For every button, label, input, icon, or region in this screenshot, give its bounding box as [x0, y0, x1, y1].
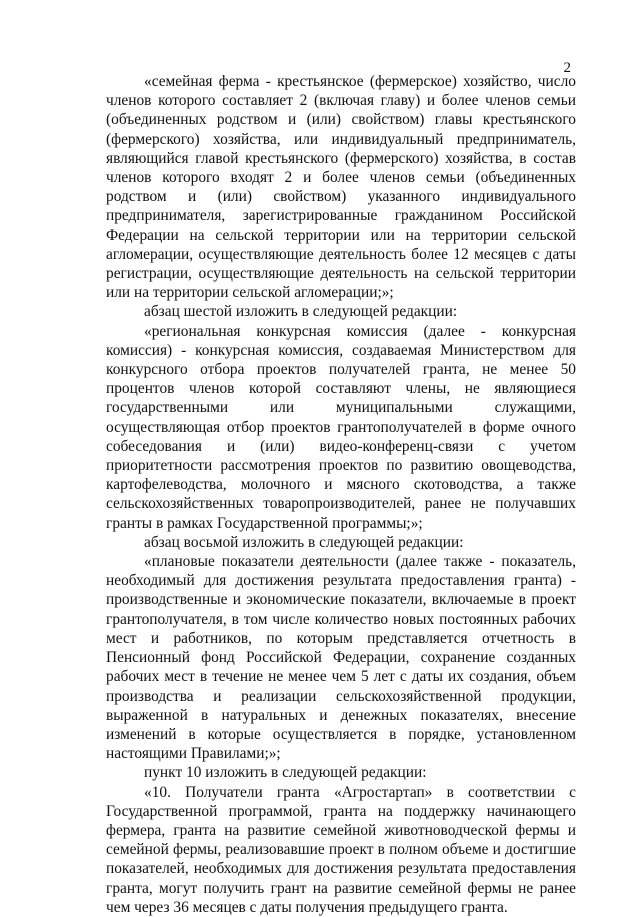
paragraph-commission-definition: «региональная конкурсная комиссия (далее - конкурсная комиссия) - конкурсная комиссия, создаваемая Министерством для конкурсного отбора проектов получателей гранта, не менее 50 процентов членов которой составляют члены, не являющиеся государственными или муниципальными служащими, осуществляющая отбор проектов грантополучателей в форме очного собеседования и (или) видео-конференц-связи с учетом приоритетности рассмотрения проектов по развитию овощеводства, картофелеводства, молочного и мясного скотоводства, а также сельскохозяйственных товаропроизводителей, ранее не получавших гранты в рамках Государственной программы;»;: [106, 322, 576, 532]
paragraph-instruction-point-10: пункт 10 изложить в следующей редакции:: [144, 764, 427, 782]
paragraph-instruction-eighth: абзац восьмой изложить в следующей редакции:: [144, 533, 464, 551]
paragraph-planned-indicators-definition: «плановые показатели деятельности (далее также - показатель, необходимый для достижения результата предоставления гранта) - производственные и экономические показатели, включаемые в проект грантополучателя, в том числе количество новых постоянных рабочих мест и работников, по которым представляется отчетность в Пенсионный фонд Российской Федерации, сохранение созданных рабочих мест в течение не менее чем 5 лет с даты их создания, объем производства и реализации сельскохозяйственной продукции, выраженной в натуральных и денежных показателях, внесение изменений в которые осуществляется в порядке, установленном настоящими Правилами;»;: [106, 553, 576, 763]
paragraph-family-farm-definition: «семейная ферма - крестьянское (фермерское) хозяйство, число членов которого составляет 2 (включая главу) и более членов семьи (объединенных родством и (или) свойством) главы крестьянского (фермерского) хозяйства, или индивидуальный предприниматель, являющийся главой крестьянского (фермерского) хозяйства, в состав членов которого входят 2 и более членов семьи (объединенных родством и (или) свойством) указанного индивидуального предпринимателя, зарегистрированные гражданином Российской Федерации на сельской территории или на территории сельской агломерации, осуществляющие деятельность более 12 месяцев с даты регистрации, осуществляющие деятельность на сельской территории или на территории сельской агломерации;»;: [106, 73, 576, 302]
page-number: 2: [563, 60, 571, 76]
document-body: [106, 72, 576, 917]
paragraph-point-10-text: «10. Получатели гранта «Агростартап» в соответствии с Государственной программой, гранта на поддержку начинающего фермера, гранта на развитие семейной животноводческой фермы и семейной фермы, реализовавшие проект в полном объеме и достигшие показателей, необходимых для достижения результата предоставления гранта, могут получить грант на развитие семейной фермы не ранее чем через 36 месяцев с даты получения предыдущего гранта.: [106, 783, 576, 916]
paragraph-instruction-sixth: абзац шестой изложить в следующей редакции:: [144, 303, 458, 321]
